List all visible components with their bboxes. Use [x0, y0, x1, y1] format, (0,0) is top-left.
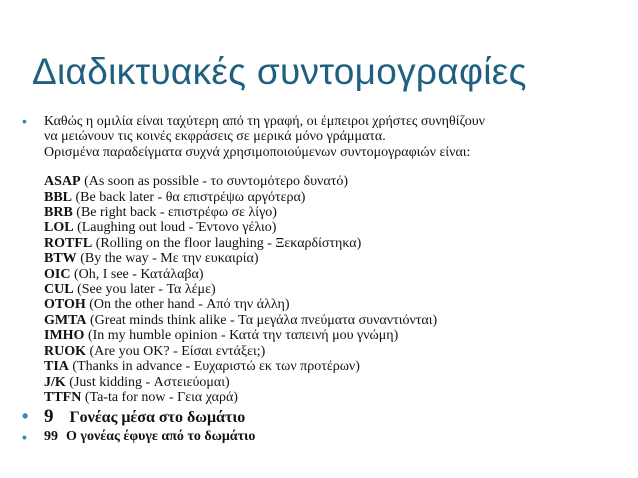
abbreviation-item [44, 251, 618, 266]
spacer [44, 160, 618, 174]
abbreviation-term: OTOH [44, 297, 86, 313]
abbreviation-term: TTFN [44, 389, 82, 405]
bullet-icon: • [22, 406, 29, 427]
abbreviation-item [44, 328, 618, 343]
abbreviation-term: RUOK [44, 343, 86, 359]
abbreviation-meaning: (Oh, I see - Κατάλαβα) [70, 266, 204, 282]
intro-line-2: να μειώνουν τις κοινές εκφράσεις σε μερικά μόνο γράμματα. [44, 129, 386, 145]
abbreviation-term: LOL [44, 220, 74, 236]
abbreviation-term: ROTFL [44, 235, 93, 251]
bullet-icon: • [22, 429, 27, 446]
abbreviation-term: J/K [44, 374, 66, 390]
abbreviation-meaning: (Laughing out loud - Έντονο γέλιο) [73, 220, 277, 236]
code-9-text: Γονέας μέσα στο δωμάτιο [69, 409, 246, 427]
bullet-icon: • [22, 113, 27, 129]
abbreviation-item [44, 190, 618, 205]
abbreviation-item [44, 313, 618, 328]
abbreviation-meaning: (Be right back - επιστρέφω σε λίγο) [72, 205, 277, 221]
intro-line-3: Ορισμένα παραδείγματα συχνά χρησιμοποιούμενων συντομογραφιών είναι: [44, 144, 471, 160]
abbreviation-meaning: (Be back later - θα επιστρέψω αργότερα) [72, 189, 306, 205]
code-99-text: Ο γονέας έφυγε από το δωμάτιο [66, 429, 256, 445]
intro-line-1: Καθώς η ομιλία είναι ταχύτερη από τη γραφή, οι έμπειροι χρήστες συνηθίζουν [44, 114, 486, 129]
abbreviation-item [44, 267, 618, 282]
code-99-number: 99 [44, 429, 58, 445]
abbreviation-meaning: (Just kidding - Αστειεύομαι) [65, 374, 230, 390]
abbreviation-item [44, 297, 618, 312]
abbreviation-item [44, 205, 618, 220]
abbreviation-term: TIA [44, 359, 69, 375]
abbreviation-meaning: (Ta-ta for now - Γεια χαρά) [81, 389, 238, 405]
abbreviation-item [44, 344, 618, 359]
abbreviation-term: BBL [44, 189, 73, 205]
abbreviation-item [44, 359, 618, 374]
intro-bullet [22, 114, 618, 405]
abbreviation-meaning: (Great minds think alike - Τα μεγάλα πνεύματα συναντιόνται) [86, 312, 438, 328]
slide-title: Διαδικτυακές συντομογραφίες [32, 51, 527, 92]
abbreviation-meaning: (See you later - Τα λέμε) [73, 282, 216, 298]
abbreviation-meaning: (Are you OK? - Είσαι εντάξει;) [86, 343, 266, 359]
abbreviation-term: BRB [44, 205, 73, 221]
abbreviation-term: OIC [44, 266, 71, 282]
abbreviation-term: BTW [44, 251, 77, 267]
abbreviation-meaning: (In my humble opinion - Κατά την ταπεινή μου γνώμη) [84, 328, 399, 344]
abbreviation-meaning: (Thanks in advance - Ευχαριστώ εκ των προτέρων) [68, 359, 360, 375]
code-9-number: 9 [44, 406, 54, 428]
abbreviation-meaning: (As soon as possible - το συντομότερο δυνατό) [80, 174, 348, 190]
abbreviation-item [44, 220, 618, 235]
abbreviation-meaning: (By the way - Με την ευκαιρία) [76, 251, 259, 267]
abbreviation-term: IMHO [44, 328, 85, 344]
code-99-bullet [22, 428, 618, 446]
abbreviation-term: ASAP [44, 174, 81, 190]
abbreviation-list [44, 174, 618, 405]
abbreviation-term: CUL [44, 282, 74, 298]
abbreviation-item [44, 174, 618, 189]
abbreviation-term: GMTA [44, 312, 87, 328]
abbreviation-meaning: (On the other hand - Από την άλλη) [85, 297, 290, 313]
abbreviation-meaning: (Rolling on the floor laughing - Ξεκαρδίστηκα) [92, 235, 362, 251]
code-9-bullet [22, 407, 618, 428]
abbreviation-item [44, 236, 618, 251]
slide-body [22, 114, 618, 446]
abbreviation-item [44, 375, 618, 390]
abbreviation-item [44, 390, 618, 405]
abbreviation-item [44, 282, 618, 297]
